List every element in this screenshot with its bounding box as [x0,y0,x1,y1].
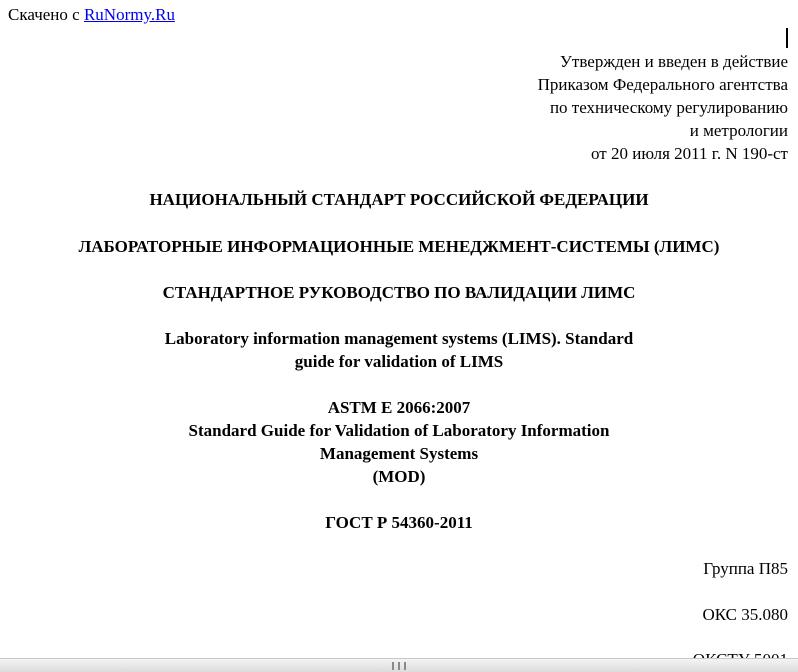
scrollbar-grip-icon[interactable] [392,662,406,670]
approval-line: и метрологии [689,121,788,140]
oks-code: ОКС 35.080 [702,605,788,624]
text-cursor [786,28,788,48]
national-standard-heading: НАЦИОНАЛЬНЫЙ СТАНДАРТ РОССИЙСКОЙ ФЕДЕРАЦИИ [149,190,649,209]
astm-line: Standard Guide for Validation of Laboratory Information [188,421,610,440]
astm-line: ASTM E 2066:2007 [327,398,471,417]
approval-line: по техническому регулированию [549,98,788,117]
downloaded-from-label: Скачено с [8,5,84,24]
lims-en-line: guide for validation of LIMS [294,352,504,371]
lims-en-line: Laboratory information management systems (LIMS). Standard [164,329,634,348]
lims-ru-heading: ЛАБОРАТОРНЫЕ ИНФОРМАЦИОННЫЕ МЕНЕДЖМЕНТ-СИСТЕМЫ (ЛИМС) [78,237,720,256]
horizontal-scrollbar[interactable] [0,658,798,672]
gost-number: ГОСТ Р 54360-2011 [325,513,473,532]
lims-en-heading [0,327,798,373]
approval-line: от 20 июля 2011 г. N 190-ст [591,144,788,163]
astm-line: (MOD) [372,467,426,486]
guide-ru-heading: СТАНДАРТНОЕ РУКОВОДСТВО ПО ВАЛИДАЦИИ ЛИМС [162,283,636,302]
source-line [8,5,175,25]
astm-heading [0,396,798,488]
runormy-link[interactable]: RuNormy.Ru [83,5,175,24]
approval-line: Приказом Федерального агентства [537,75,788,94]
approval-line: Утвержден и введен в действие [559,52,788,71]
astm-line: Management Systems [319,444,479,463]
group-code: Группа П85 [703,559,788,578]
approval-block [538,50,788,165]
